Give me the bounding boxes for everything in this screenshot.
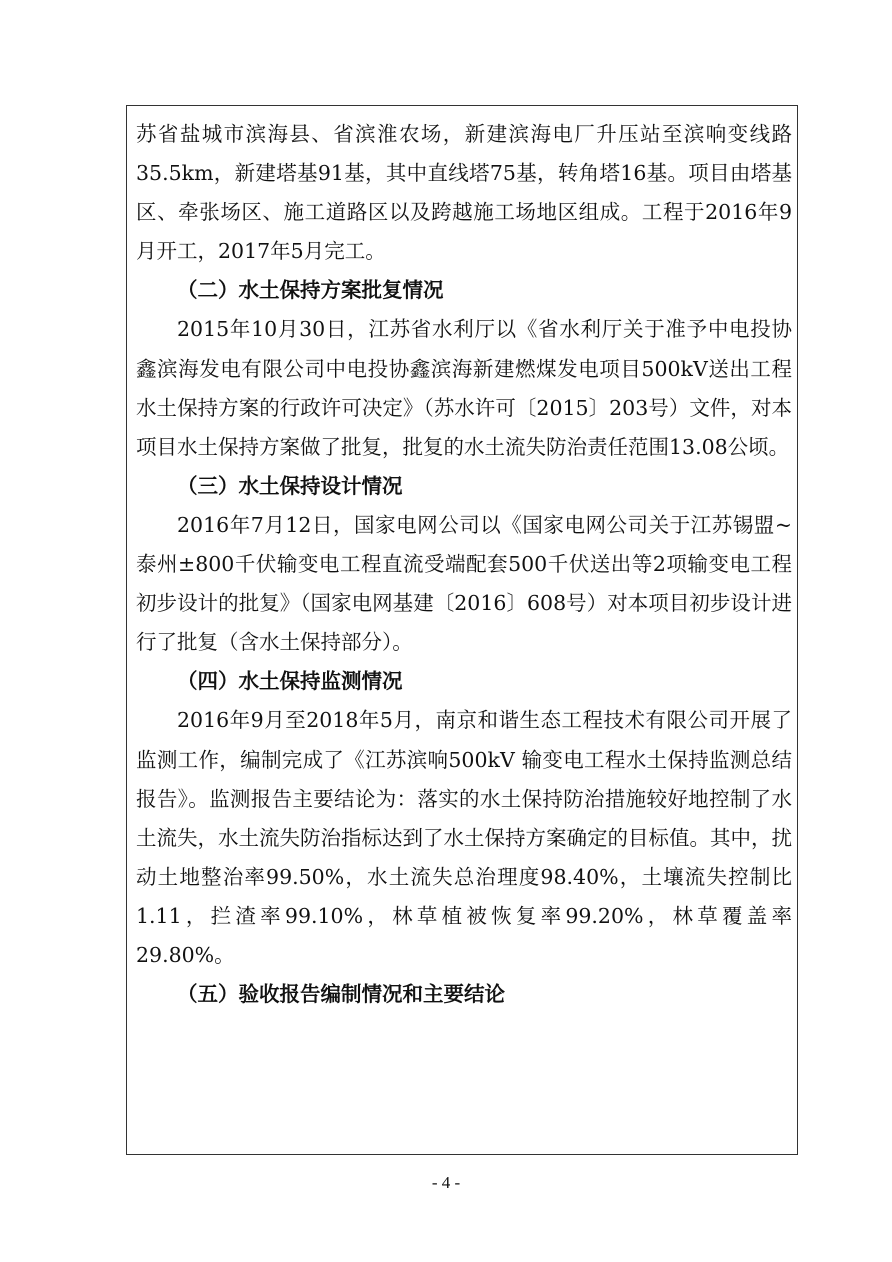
paragraph-plan-approval: 2015年10月30日，江苏省水利厅以《省水利厅关于准予中电投协鑫滨海发电有限公司中电投协鑫滨海新建燃煤发电项目500kV送出工程水土保持方案的行政许可决定》（苏水许可〔2015〕203号）文件，对本项目水土保持方案做了批复，批复的水土流失防治责任范围13.08公顷。 bbox=[136, 317, 792, 459]
paragraph-monitoring: 2016年9月至2018年5月，南京和谐生态工程技术有限公司开展了监测工作，编制完成了《江苏滨响500kV 输变电工程水土保持监测总结报告》。监测报告主要结论为：落实的水土保持防治措施较好地控制了水土流失，水土流失防治指标达到了水土保持方案确定的目标值。其中，扰动土地整治率99.50%，水土流失总治理度98.40%，土壤流失控制比1.11，拦渣率99.10%，林草植被恢复率99.20%，林草覆盖率29.80%。 bbox=[136, 708, 792, 967]
heading-design: （三）水土保持设计情况 bbox=[177, 473, 403, 498]
paragraph-design: 2016年7月12日，国家电网公司以《国家电网公司关于江苏锡盟~泰州±800千伏输变电工程直流受端配套500千伏送出等2项输变电工程初步设计的批复》（国家电网基建〔2016〕608号）对本项目初步设计进行了批复（含水土保持部分）。 bbox=[136, 512, 792, 655]
heading-plan-approval: （二）水土保持方案批复情况 bbox=[177, 278, 444, 303]
document-body bbox=[136, 115, 792, 1014]
heading-monitoring: （四）水土保持监测情况 bbox=[177, 669, 403, 694]
page-number: - 4 - bbox=[431, 1173, 461, 1192]
heading-acceptance-report: （五）验收报告编制情况和主要结论 bbox=[177, 982, 505, 1007]
paragraph-project-overview: 苏省盐城市滨海县、省滨淮农场，新建滨海电厂升压站至滨响变线路35.5km，新建塔基91基，其中直线塔75基，转角塔16基。项目由塔基区、牵张场区、施工道路区以及跨越施工场地区组成。工程于2016年9月开工，2017年5月完工。 bbox=[136, 122, 792, 264]
